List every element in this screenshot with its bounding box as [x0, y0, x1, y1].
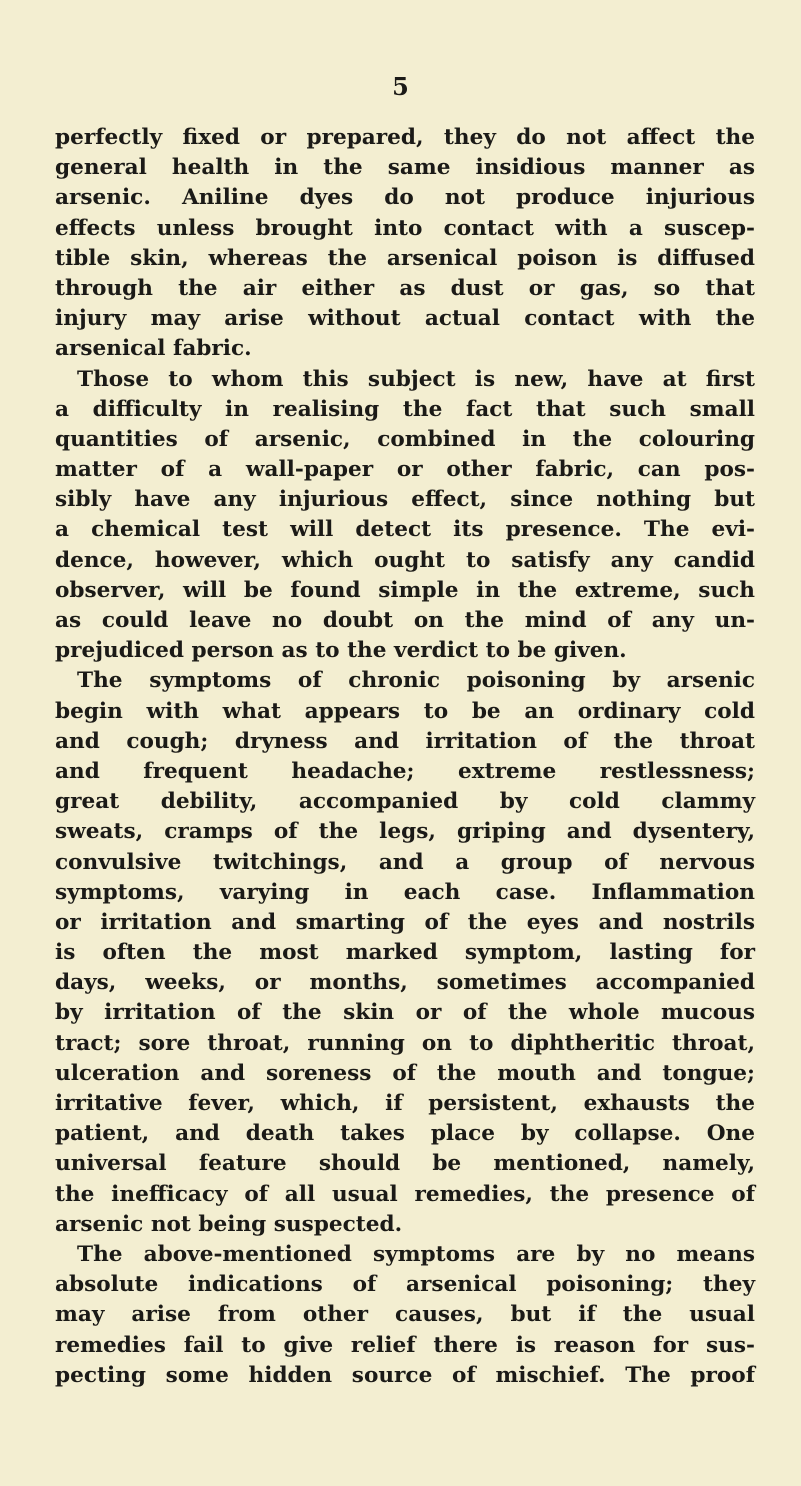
text-line: universal feature should be mentioned, namely, — [55, 1151, 755, 1177]
text-line: tible skin, whereas the arsenical poison is diffused — [55, 245, 755, 271]
text-line: dence, however, which ought to satisfy any candid — [55, 547, 755, 573]
text-line: through the air either as dust or gas, so that — [55, 275, 755, 301]
text-line: by irritation of the skin or of the whole mucous — [55, 1000, 755, 1026]
text-line: a chemical test will detect its presence. The evi- — [55, 517, 755, 543]
text-line: arsenic. Aniline dyes do not produce injurious — [55, 185, 755, 211]
text-line: irritative fever, which, if persistent, exhausts the — [55, 1091, 755, 1116]
text-line: begin with what appears to be an ordinary cold — [55, 698, 755, 724]
text-line: general health in the same insidious manner as — [55, 155, 755, 181]
text-line: sweats, cramps of the legs, griping and dysentery, — [55, 819, 755, 845]
text-line: pecting some hidden source of mischief. The proof — [55, 1362, 755, 1388]
text-line: days, weeks, or months, sometimes accompanied — [55, 970, 755, 996]
text-line: ulceration and soreness of the mouth and tongue; — [55, 1060, 755, 1086]
text-line: a difficulty in realising the fact that such small — [55, 396, 755, 422]
text-line: tract; sore throat, running on to diphtheritic throat, — [55, 1030, 755, 1056]
text-line: may arise from other causes, but if the usual — [55, 1302, 755, 1328]
text-line: The symptoms of chronic poisoning by arsenic — [77, 668, 755, 694]
text-line: the inefficacy of all usual remedies, the presence of — [55, 1181, 755, 1207]
text-line: The above-mentioned symptoms are by no means — [77, 1241, 755, 1267]
text-line: Those to whom this subject is new, have at first — [77, 366, 755, 392]
body-text — [55, 123, 755, 1391]
text-line: sibly have any injurious effect, since nothing but — [55, 487, 755, 513]
text-line: absolute indications of arsenical poisoning; they — [55, 1272, 755, 1298]
text-line: symptoms, varying in each case. Inflammation — [55, 879, 755, 905]
text-line: arsenic not being suspected. — [55, 1211, 403, 1237]
text-line: arsenical fabric. — [55, 336, 252, 362]
text-line: great debility, accompanied by cold clammy — [55, 789, 755, 815]
text-line: and cough; dryness and irritation of the throat — [55, 728, 755, 754]
text-line: perfectly fixed or prepared, they do not affect the — [55, 125, 755, 150]
text-line: injury may arise without actual contact with the — [55, 306, 755, 332]
text-line: observer, will be found simple in the extreme, such — [55, 577, 755, 603]
text-line: matter of a wall-paper or other fabric, can pos- — [55, 457, 755, 483]
text-line: convulsive twitchings, and a group of nervous — [55, 849, 755, 875]
text-line: as could leave no doubt on the mind of any un- — [55, 608, 755, 633]
text-line: or irritation and smarting of the eyes and nostrils — [55, 909, 755, 935]
page-number: 5 — [392, 72, 409, 101]
text-line: effects unless brought into contact with a suscep- — [55, 215, 755, 241]
text-line: patient, and death takes place by collapse. One — [55, 1121, 755, 1147]
text-line: prejudiced person as to the verdict to be given. — [55, 638, 627, 664]
text-line: is often the most marked symptom, lasting for — [55, 940, 755, 966]
text-line: remedies fail to give relief there is reason for sus- — [55, 1332, 755, 1358]
text-line: and frequent headache; extreme restlessness; — [55, 758, 755, 784]
text-line: quantities of arsenic, combined in the colouring — [55, 426, 755, 452]
